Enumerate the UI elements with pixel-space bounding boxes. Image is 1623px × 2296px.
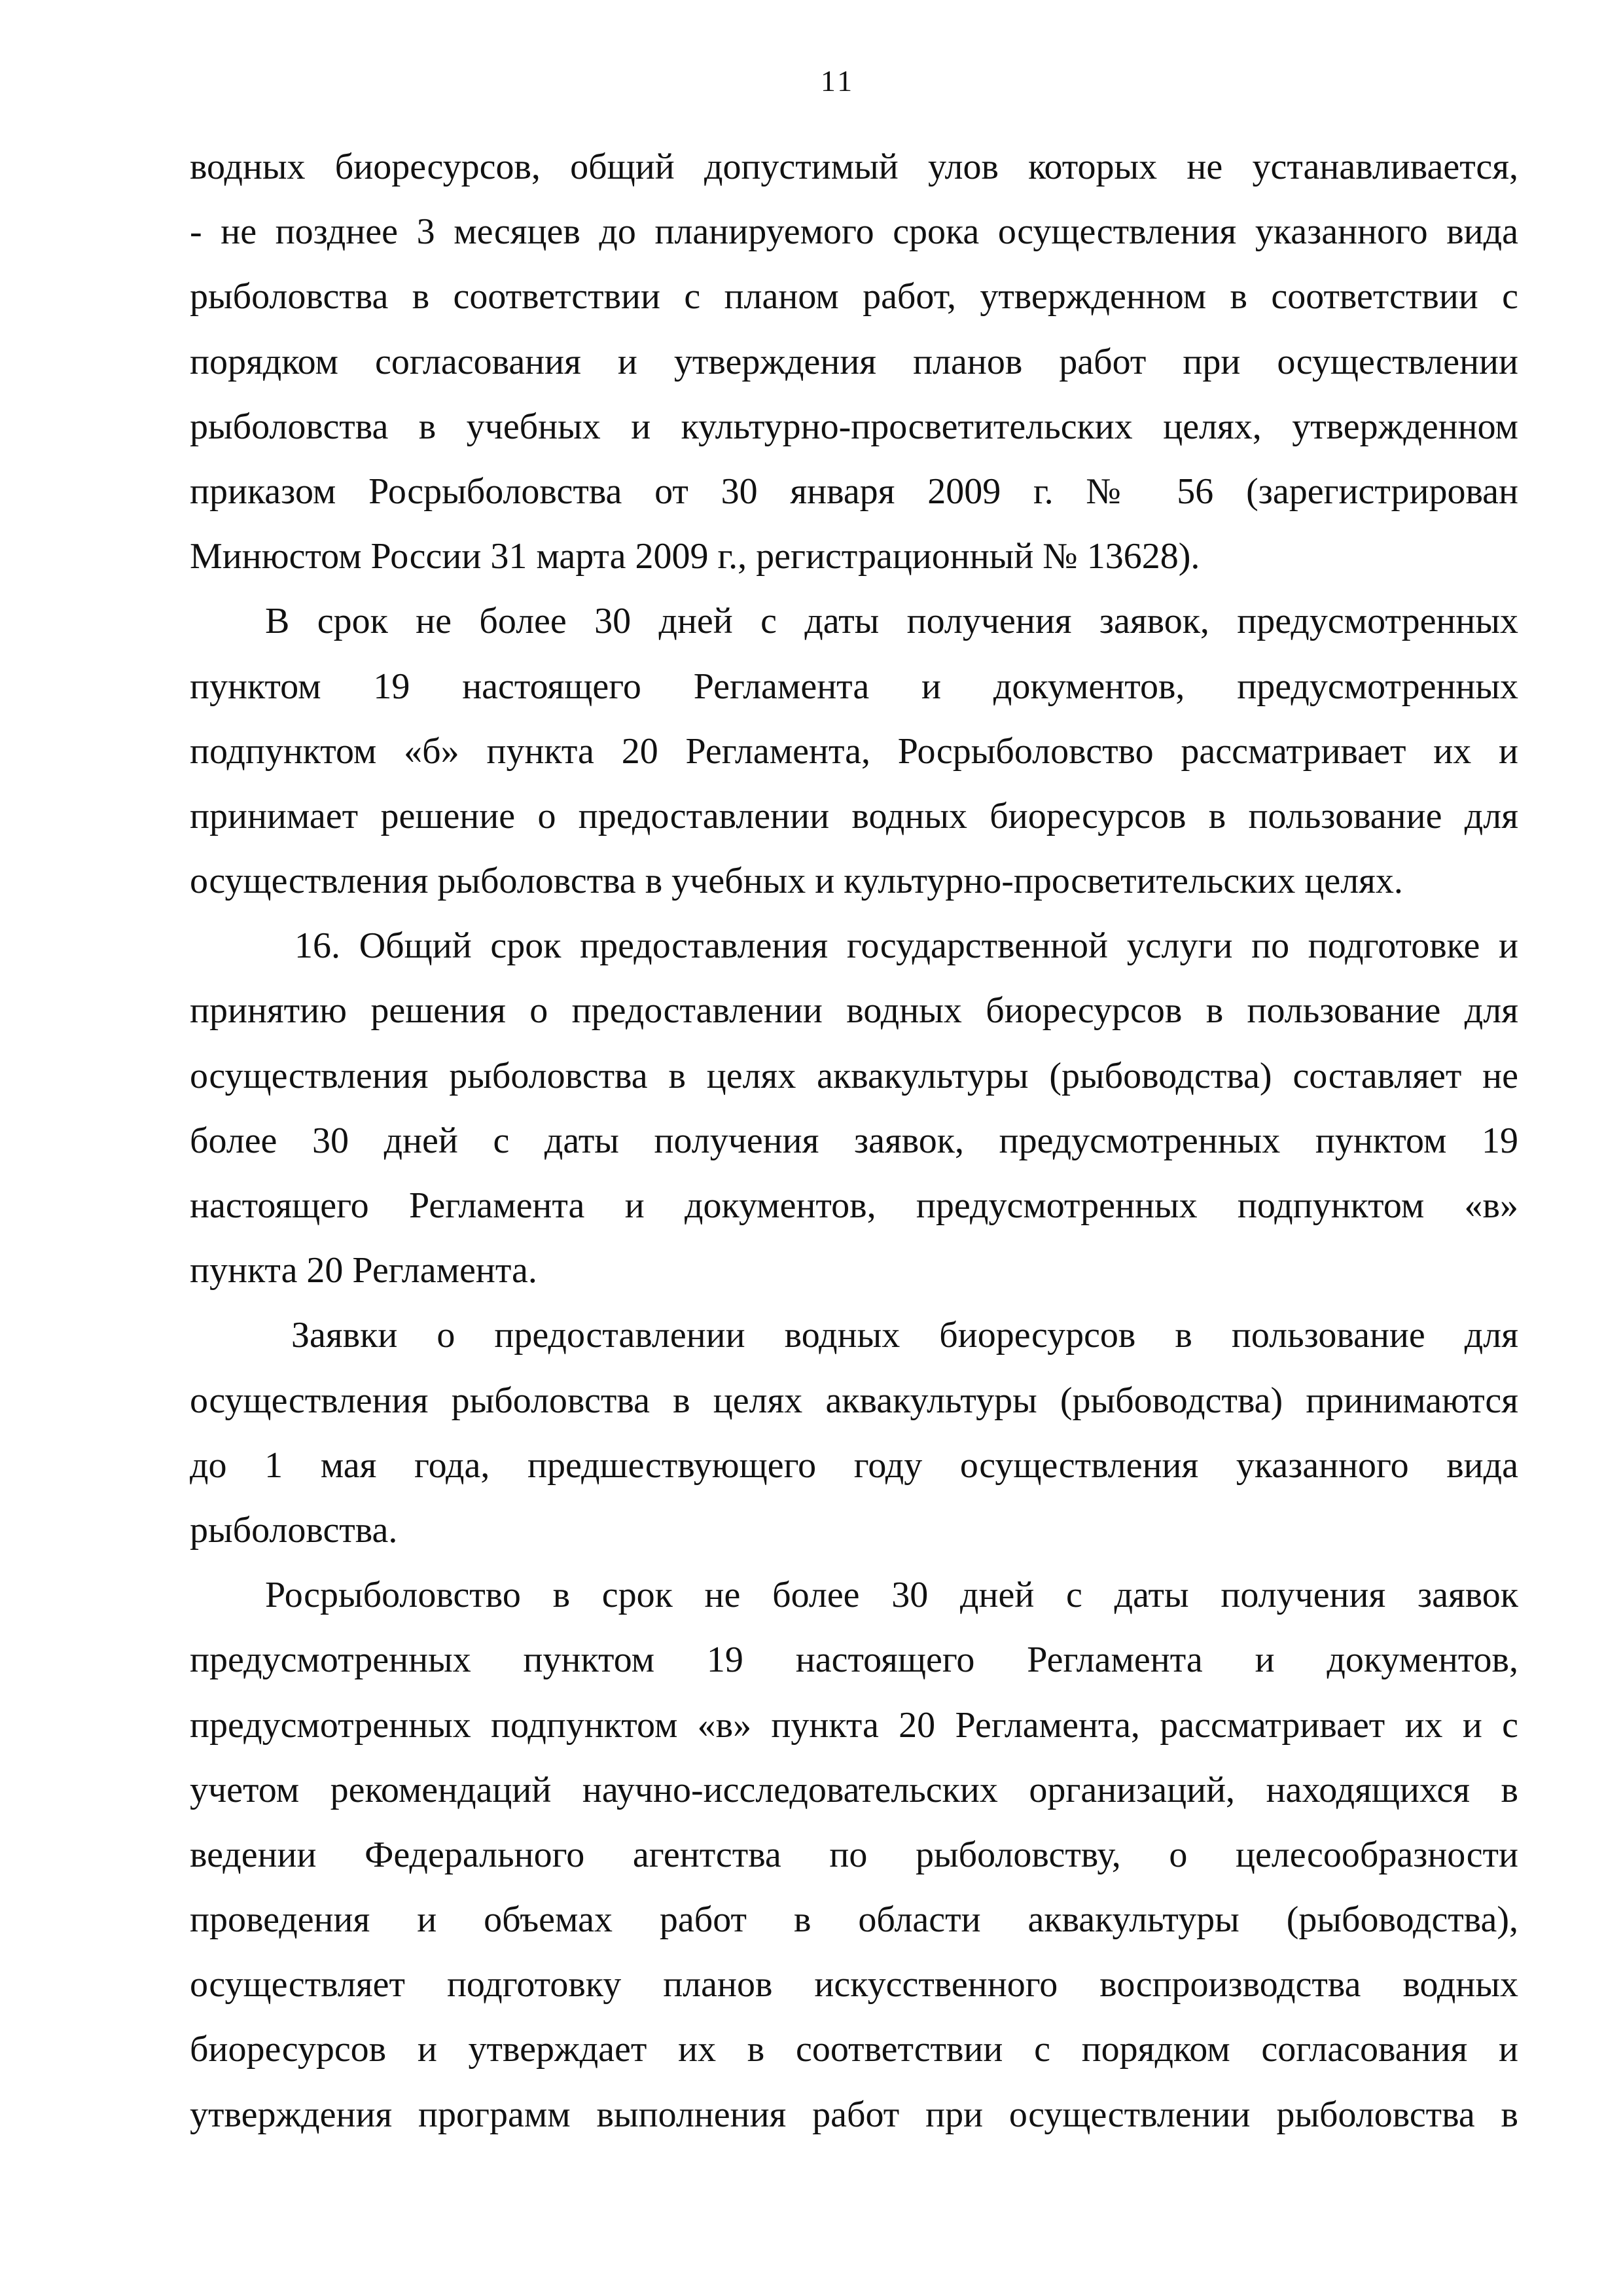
text-line: пункта 20 Регламента.	[190, 1250, 537, 1291]
text-line: осуществления рыболовства в целях аквакультуры (рыбоводства) принимаются	[190, 1380, 1518, 1421]
text-line: 16. Общий срок предоставления государственной услуги по подготовке и	[294, 925, 1518, 967]
paragraph-3	[190, 914, 1518, 1303]
text-line: биоресурсов и утверждает их в соответствии с порядком согласования и	[190, 2029, 1518, 2070]
paragraph-1	[190, 135, 1518, 589]
paragraph-5	[190, 1563, 1518, 2147]
document-body	[190, 135, 1518, 2147]
text-line: настоящего Регламента и документов, предусмотренных подпунктом «в»	[190, 1185, 1518, 1226]
text-line: водных биоресурсов, общий допустимый улов которых не устанавливается,	[190, 147, 1518, 187]
text-line: принимает решение о предоставлении водных биоресурсов в пользование для	[190, 795, 1518, 836]
text-line: предусмотренных пунктом 19 настоящего Регламента и документов,	[190, 1640, 1518, 1681]
text-line: предусмотренных подпунктом «в» пункта 20 Регламента, рассматривает их и с	[190, 1704, 1518, 1746]
text-line: Заявки о предоставлении водных биоресурсов в пользование для	[291, 1315, 1518, 1356]
paragraph-4	[190, 1303, 1518, 1563]
text-line: принятию решения о предоставлении водных биоресурсов в пользование для	[190, 990, 1518, 1031]
text-line: проведения и объемах работ в области аквакультуры (рыбоводства),	[190, 1899, 1518, 1941]
page-number: 11	[820, 64, 855, 98]
text-line: осуществления рыболовства в целях аквакультуры (рыбоводства) составляет не	[190, 1055, 1518, 1096]
text-line: подпунктом «б» пункта 20 Регламента, Росрыболовство рассматривает их и	[190, 730, 1518, 772]
text-line: приказом Росрыболовства от 30 января 2009 г. № 56 (зарегистрирован	[190, 471, 1518, 512]
text-line: осуществления рыболовства в учебных и культурно-просветительских целях.	[190, 861, 1403, 902]
text-line: рыболовства в соответствии с планом работ, утвержденном в соответствии с	[190, 276, 1518, 317]
text-line: Минюстом России 31 марта 2009 г., регистрационный № 13628).	[190, 536, 1200, 577]
text-line: до 1 мая года, предшествующего году осуществления указанного вида	[190, 1444, 1518, 1486]
text-line: ведении Федерального агентства по рыболовству, о целесообразности	[190, 1834, 1518, 1875]
text-line: утверждения программ выполнения работ при осуществлении рыболовства в	[190, 2094, 1518, 2135]
text-line: рыболовства.	[190, 1509, 398, 1551]
text-line: пунктом 19 настоящего Регламента и документов, предусмотренных	[190, 666, 1518, 707]
paragraph-2	[190, 589, 1518, 914]
text-line: учетом рекомендаций научно-исследовательских организаций, находящихся в	[190, 1769, 1518, 1810]
text-line: Росрыболовство в срок не более 30 дней с даты получения заявок	[265, 1575, 1518, 1616]
text-line: порядком согласования и утверждения планов работ при осуществлении	[190, 341, 1518, 382]
text-line: В срок не более 30 дней с даты получения заявок, предусмотренных	[265, 601, 1518, 642]
text-line: рыболовства в учебных и культурно-просветительских целях, утвержденном	[190, 406, 1518, 447]
text-line: - не позднее 3 месяцев до планируемого срока осуществления указанного вида	[190, 211, 1518, 253]
text-line: осуществляет подготовку планов искусственного воспроизводства водных	[190, 1964, 1518, 2005]
text-line: более 30 дней с даты получения заявок, предусмотренных пунктом 19	[190, 1120, 1518, 1161]
